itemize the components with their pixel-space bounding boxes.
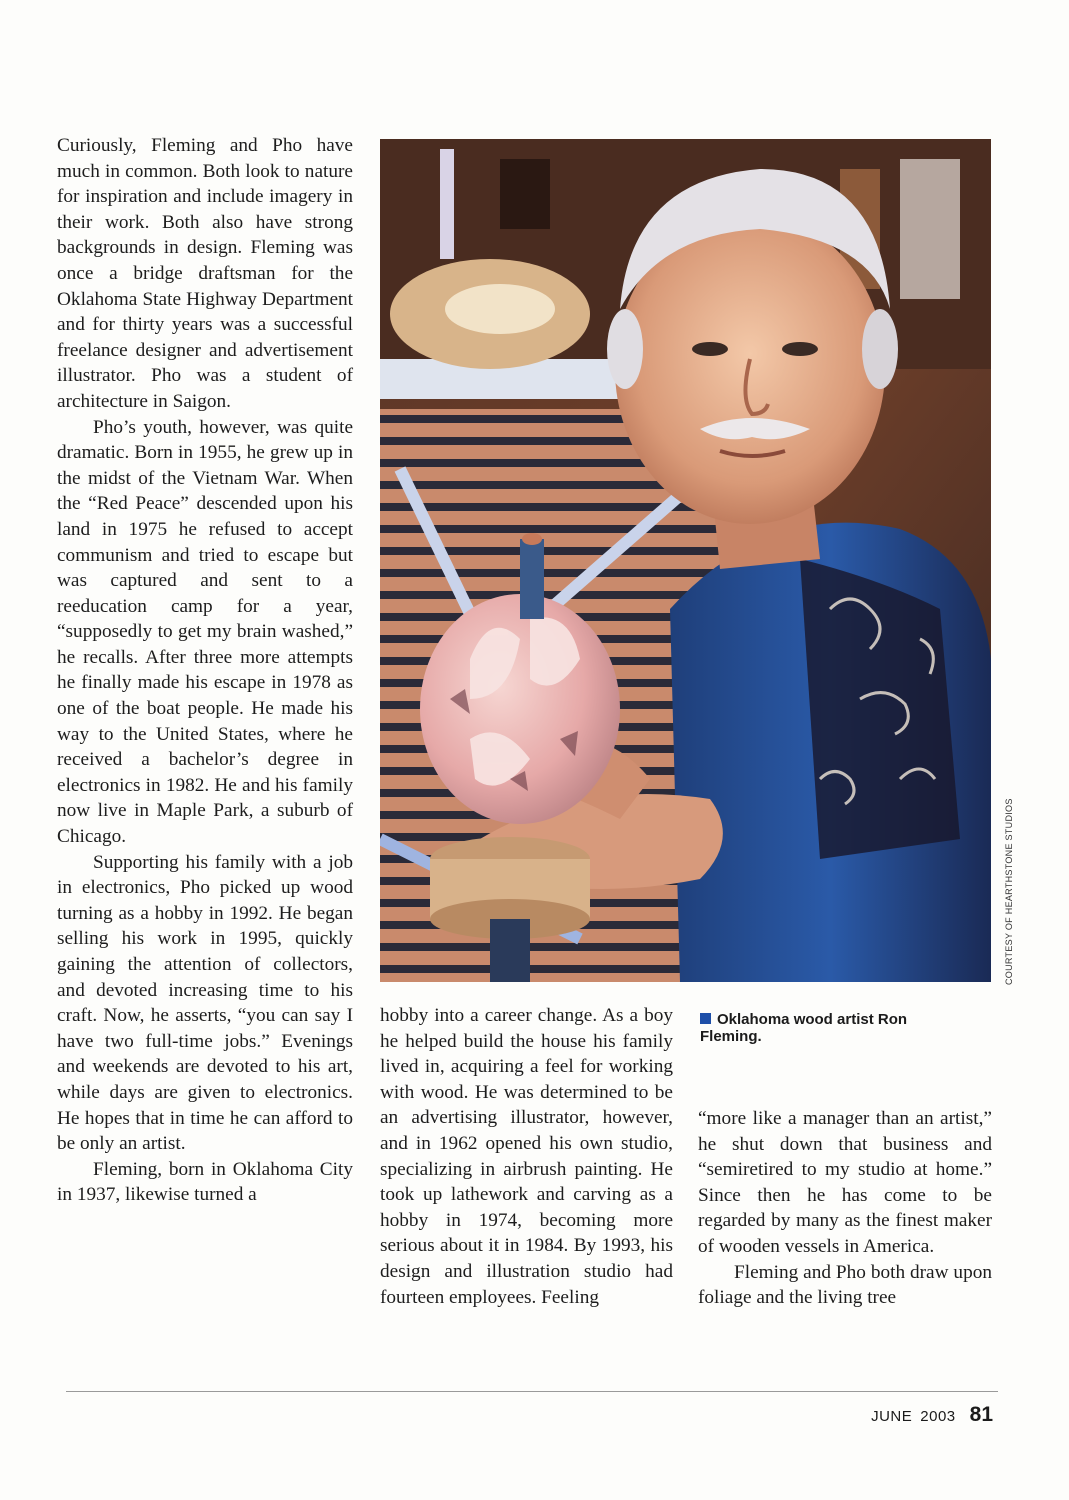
- footer-month: JUNE: [871, 1408, 913, 1425]
- paragraph: hobby into a career change. As a boy he helped build the house his family lived in, acquiring a feel for working with wood. He was determined to be an advertising illustrator, however, and in 1962 opened his own studio, specializing in airbrush painting. He took up lathework and carving as a hobby in 1974, becoming more serious about it in 1984. By 1993, his design and illustration studio had fourteen employees. Feeling: [380, 1005, 673, 1308]
- page-footer: [871, 1403, 993, 1427]
- article-column-left: [57, 133, 353, 1208]
- caption-text: Oklahoma wood artist Ron Fleming.: [700, 1011, 908, 1045]
- article-column-middle: [380, 1003, 673, 1310]
- paragraph: Supporting his family with a job in electronics, Pho picked up wood turning as a hobby in 1992. He began selling his work in 1995, quickly gaining the attention of collectors, and devoted increasing time to his craft. Now, he asserts, “you can say I have two full-time jobs.” Evenings and weekends are devoted to his art, while days are given to electronics. He hopes that in time he can afford to be only an artist.: [57, 851, 353, 1155]
- photo-credit: COURTESY OF HEARTHSTONE STUDIOS: [1004, 798, 1014, 985]
- paragraph: Pho’s youth, however, was quite dramatic. Born in 1955, he grew up in the midst of the Vietnam War. When the “Red Peace” descended upon his land in 1975 he refused to accept communism and tried to escape but was captured and sent to a reeducation camp for a year, “supposedly to get my brain washed,” he recalls. After three more attempts he finally made his escape in 1978 as one of the boat people. He made his way to the United States, where he received a bachelor’s degree in electronics in 1982. He and his family now live in Maple Park, a suburb of Chicago.: [57, 416, 353, 848]
- paragraph: “more like a manager than an artist,” he shut down that business and “semiretired to my studio at home.” Since then he has come to be regarded by many as the finest maker of wooden vessels in America.: [698, 1108, 992, 1257]
- caption-bullet-icon: [700, 1013, 711, 1024]
- photo-caption: [700, 1011, 950, 1045]
- paragraph: Fleming, born in Oklahoma City in 1937, likewise turned a: [57, 1158, 353, 1206]
- page-number: 81: [969, 1403, 993, 1426]
- footer-year: 2003: [920, 1408, 956, 1425]
- paragraph: Curiously, Fleming and Pho have much in common. Both look to nature for inspiration and include imagery in their work. Both also have strong backgrounds in design. Fleming was once a bridge draftsman for the Oklahoma State Highway Department and for thirty years was a successful freelance designer and advertisement illustrator. Pho was a student of architecture in Saigon.: [57, 135, 353, 412]
- paragraph: Fleming and Pho both draw upon foliage and the living tree: [698, 1261, 992, 1309]
- footer-divider: [66, 1391, 998, 1392]
- artist-photo: [380, 139, 991, 982]
- article-column-right: [698, 1106, 992, 1311]
